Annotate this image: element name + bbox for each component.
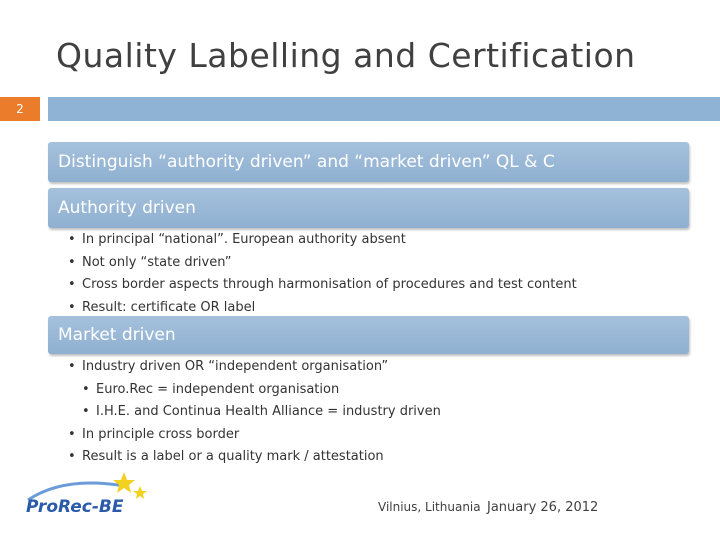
band-authority-driven: Authority driven (48, 188, 689, 228)
list-item: • Cross border aspects through harmonisation of procedures and test content (68, 274, 577, 297)
band-market-driven: Market driven (48, 316, 689, 354)
prorec-logo-graphic (24, 470, 154, 520)
market-driven-list (68, 356, 441, 469)
slide-title: Quality Labelling and Certification (56, 36, 636, 75)
list-subitem: • Euro.Rec = independent organisation (82, 379, 441, 402)
prorec-be-logo (24, 470, 154, 520)
footer-location: Vilnius, Lithuania (378, 500, 481, 514)
list-item: • Not only “state driven” (68, 252, 577, 275)
list-item: • Result is a label or a quality mark / attestation (68, 446, 441, 469)
star-icon (113, 472, 135, 493)
list-item: • In principle cross border (68, 424, 441, 447)
footer-date: January 26, 2012 (487, 500, 599, 515)
list-item: • Industry driven OR “independent organisation” (68, 356, 441, 379)
logo-text: ProRec-BE (26, 497, 124, 517)
list-item: • Result: certificate OR label (68, 297, 577, 320)
list-item: • In principal “national”. European authority absent (68, 229, 577, 252)
band-distinguish: Distinguish “authority driven” and “market driven” QL & C (48, 142, 689, 182)
authority-driven-list (68, 229, 577, 319)
list-subitem: • I.H.E. and Continua Health Alliance = industry driven (82, 401, 441, 424)
slide-number: 2 (0, 97, 40, 121)
title-rule-bar (48, 97, 720, 121)
star-icon (133, 486, 147, 499)
